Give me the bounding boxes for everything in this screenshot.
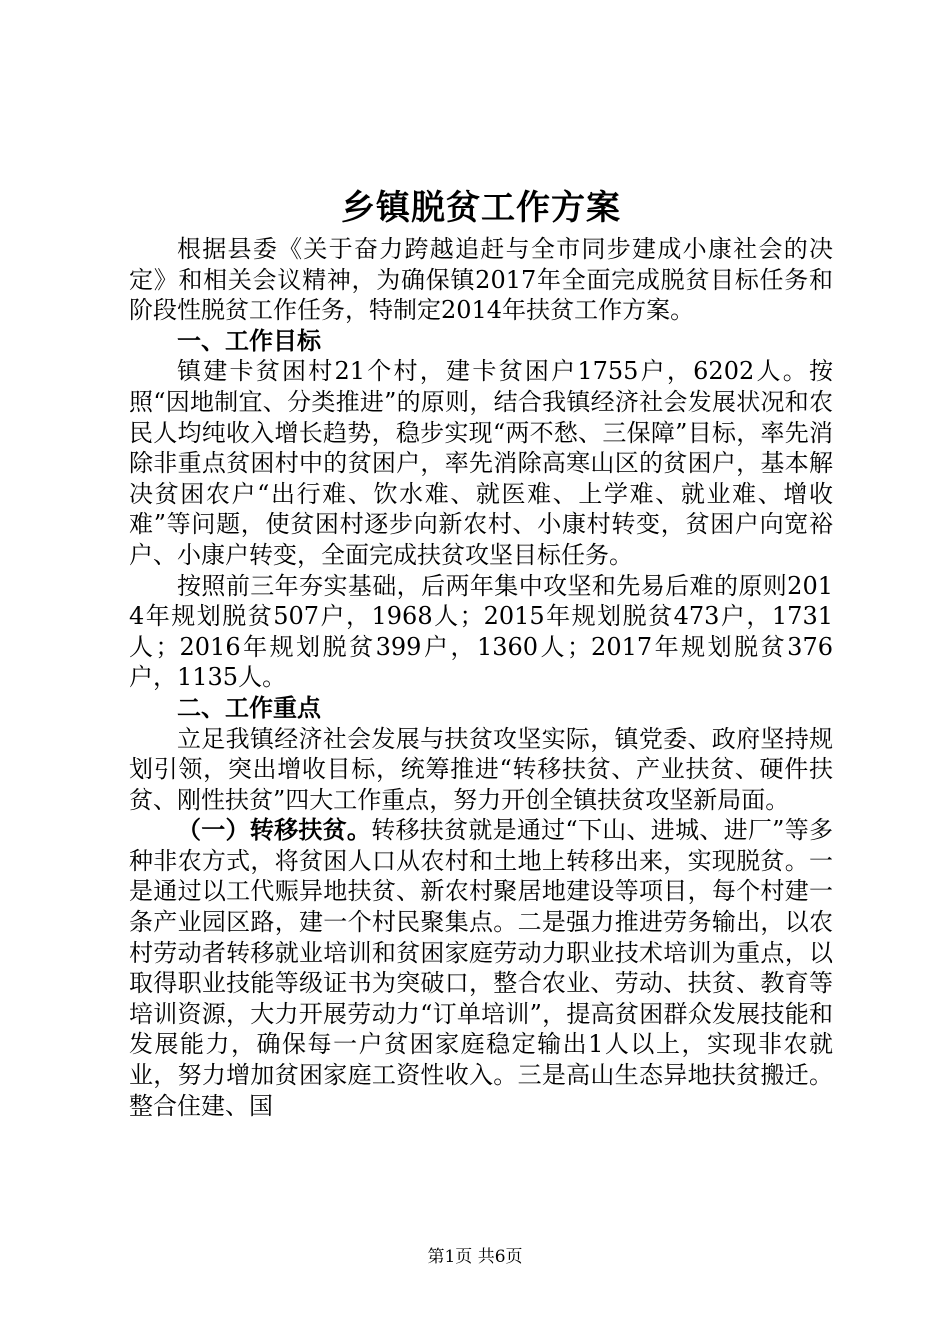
- document-title: 乡镇脱贫工作方案: [341, 188, 621, 228]
- intro-paragraph: 根据县委《关于奋力跨越追赶与全市同步建成小康社会的决定》和相关会议精神，为确保镇2017年全面完成脱贫目标任务和阶段性脱贫工作任务，特制定2014年扶贫工作方案。: [129, 235, 833, 325]
- focus-subsection-1: [129, 815, 833, 1121]
- section-heading-goals: 一、工作目标: [177, 326, 321, 355]
- document-page: [129, 182, 833, 1121]
- focus-paragraph-1: 立足我镇经济社会发展与扶贫攻坚实际，镇党委、政府坚持规划引领，突出增收目标，统筹推进“转移扶贫、产业扶贫、硬件扶贫、刚性扶贫”四大工作重点，努力开创全镇扶贫攻坚新局面。: [129, 724, 833, 814]
- subsection-body: 转移扶贫就是通过“下山、进城、进厂”等多种非农方式，将贫困人口从农村和土地上转移出来，实现脱贫。一是通过以工代赈异地扶贫、新农村聚居地建设等项目，每个村建一条产业园区路，建一个村民聚集点。二是强力推进劳务输出，以农村劳动者转移就业培训和贫困家庭劳动力职业技术培训为重点，以取得职业技能等级证书为突破口，整合农业、劳动、扶贫、教育等培训资源，大力开展劳动力“订单培训”，提高贫困群众发展技能和发展能力，确保每一户贫困家庭稳定输出1人以上，实现非农就业，努力增加贫困家庭工资性收入。三是高山生态异地扶贫搬迁。整合住建、国: [129, 816, 834, 1120]
- goals-paragraph-2: 按照前三年夯实基础，后两年集中攻坚和先易后难的原则2014年规划脱贫507户，1968人；2015年规划脱贫473户，1731人；2016年规划脱贫399户，1360人；2017年规划脱贫376户，1135人。: [129, 571, 833, 692]
- subsection-lead: （一）转移扶贫。: [177, 816, 372, 845]
- page-footer: 第1页 共6页: [427, 1247, 523, 1267]
- goals-paragraph-1: 镇建卡贫困村21个村，建卡贫困户1755户，6202人。按照“因地制宜、分类推进”的原则，结合我镇经济社会发展状况和农民人均纯收入增长趋势，稳步实现“两不愁、三保障”目标，率先消除非重点贫困村中的贫困户，率先消除高寒山区的贫困户，基本解决贫困农户“出行难、饮水难、就医难、上学难、就业难、增收难”等问题，使贫困村逐步向新农村、小康村转变，贫困户向宽裕户、小康户转变，全面完成扶贫攻坚目标任务。: [129, 357, 833, 569]
- section-heading-focus: 二、工作重点: [177, 693, 321, 722]
